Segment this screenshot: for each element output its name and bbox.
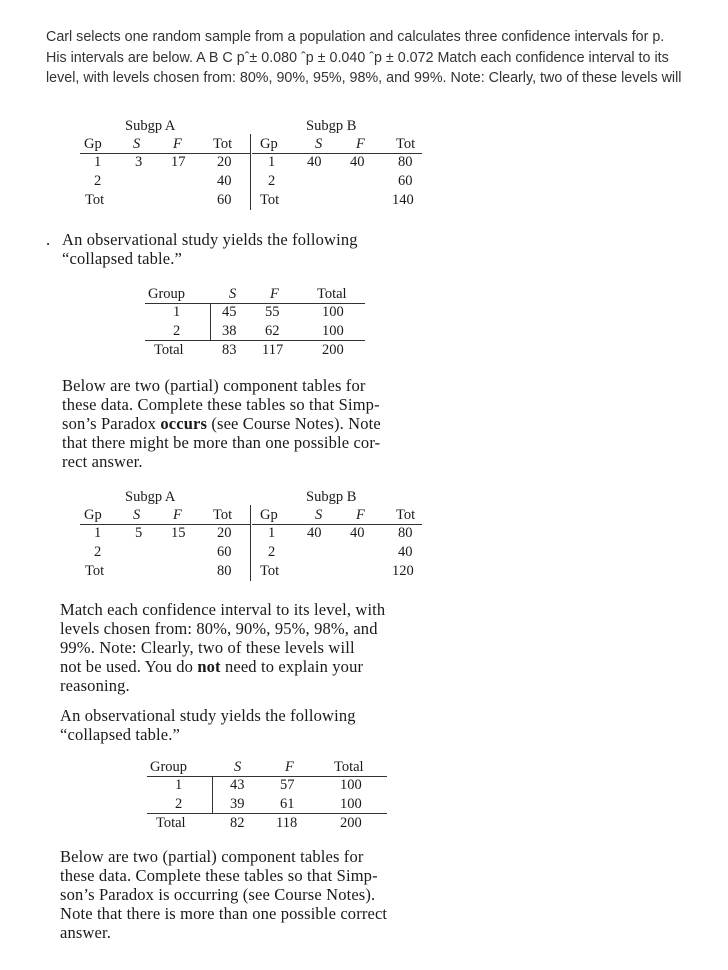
t1-b-r3-gp: Tot xyxy=(260,192,280,208)
t2-b-r2-tot: 40 xyxy=(398,544,413,560)
t2-header-s-b: S xyxy=(315,507,323,523)
t1-a-r1-s: 3 xyxy=(135,154,143,170)
c1-vertical-rule xyxy=(210,303,211,340)
table-divider xyxy=(250,134,251,210)
subgp-a-label: Subgp A xyxy=(125,118,176,134)
t2-header-rule-b xyxy=(252,524,422,525)
t1-b-r1-tot: 80 xyxy=(398,154,413,170)
c1-header-group: Group xyxy=(148,286,186,302)
t2-subgp-b-label: Subgp B xyxy=(306,489,357,505)
t2-a-r2-tot: 60 xyxy=(217,544,232,560)
para3-line5: reasoning. xyxy=(60,676,130,695)
c1-r1-total: 100 xyxy=(322,304,344,320)
header-s-b: S xyxy=(315,136,323,152)
header-rule-b xyxy=(252,153,422,154)
t1-a-r3-tot: 60 xyxy=(217,192,232,208)
c1-r2-f: 62 xyxy=(265,323,280,339)
t2-a-r3-gp: Tot xyxy=(85,563,105,579)
c2-r3-total: 200 xyxy=(340,815,362,831)
c2-r1-s: 43 xyxy=(230,777,245,793)
t1-a-r2-tot: 40 xyxy=(217,173,232,189)
para3-line4 xyxy=(60,657,363,676)
header-f-b: F xyxy=(356,136,365,152)
t2-header-f-a: F xyxy=(173,507,182,523)
c1-r1-s: 45 xyxy=(222,304,237,320)
para4-line2: “collapsed table.” xyxy=(60,725,180,744)
c2-r1-group: 1 xyxy=(175,777,183,793)
header-s-a: S xyxy=(133,136,141,152)
t2-header-f-b: F xyxy=(356,507,365,523)
t2-header-tot-b: Tot xyxy=(396,507,416,523)
c2-header-s: S xyxy=(234,759,242,775)
c1-r2-group: 2 xyxy=(173,323,181,339)
t2-a-r1-f: 15 xyxy=(171,525,186,541)
t2-a-r2-gp: 2 xyxy=(94,544,102,560)
t1-a-r1-gp: 1 xyxy=(94,154,102,170)
para3-line4-bold: not xyxy=(197,657,221,676)
para2-line3 xyxy=(62,414,381,433)
t2-b-r2-gp: 2 xyxy=(268,544,276,560)
t1-a-r2-gp: 2 xyxy=(94,173,102,189)
t1-a-r1-f: 17 xyxy=(171,154,186,170)
intro-paragraph: Carl selects one random sample from a population and calculates three confidence intervals for p. His intervals are below. A B C pˆ± 0.080 ˆp ± 0.040 ˆp ± 0.072 Match each confidence interval to its level, with levels chosen from: 80%, 90%, 95%, 98%, and 99%. Note: Clearly, two of these levels will xyxy=(46,29,682,86)
para2-line1: Below are two (partial) component tables for xyxy=(62,376,366,395)
para3-line4-post: need to explain your xyxy=(220,657,364,676)
c2-header-f: F xyxy=(285,759,294,775)
t1-b-r1-s: 40 xyxy=(307,154,322,170)
t2-b-r3-gp: Tot xyxy=(260,563,280,579)
c1-r2-s: 38 xyxy=(222,323,237,339)
c1-r3-f: 117 xyxy=(262,342,284,358)
bullet-dot: . xyxy=(46,230,51,249)
c1-r1-group: 1 xyxy=(173,304,181,320)
t2-b-r1-f: 40 xyxy=(350,525,365,541)
c1-r3-total: 200 xyxy=(322,342,344,358)
t2-b-r1-gp: 1 xyxy=(268,525,276,541)
para5-line5: answer. xyxy=(60,923,111,942)
header-gp-b: Gp xyxy=(260,136,278,152)
header-gp-a: Gp xyxy=(84,136,102,152)
c2-r1-total: 100 xyxy=(340,777,362,793)
c1-r2-total: 100 xyxy=(322,323,344,339)
para5-line3: son’s Paradox is occurring (see Course Notes). xyxy=(60,885,376,904)
c2-header-total: Total xyxy=(334,759,364,775)
c1-r1-f: 55 xyxy=(265,304,280,320)
para2-line4: that there might be more than one possible cor- xyxy=(62,433,381,452)
para3-line1: Match each confidence interval to its level, with xyxy=(60,600,386,619)
t1-a-r1-tot: 20 xyxy=(217,154,232,170)
c2-r2-s: 39 xyxy=(230,796,245,812)
t2-header-gp-b: Gp xyxy=(260,507,278,523)
c2-r3-s: 82 xyxy=(230,815,245,831)
t1-b-r2-gp: 2 xyxy=(268,173,276,189)
c1-header-s: S xyxy=(229,286,237,302)
t2-table-divider xyxy=(250,505,251,581)
c2-header-group: Group xyxy=(150,759,188,775)
c2-r2-total: 100 xyxy=(340,796,362,812)
c1-header-total: Total xyxy=(317,286,347,302)
t2-a-r3-tot: 80 xyxy=(217,563,232,579)
c2-r2-group: 2 xyxy=(175,796,183,812)
t2-b-r1-s: 40 xyxy=(307,525,322,541)
c2-r1-f: 57 xyxy=(280,777,295,793)
para5-line4: Note that there is more than one possible correct xyxy=(60,904,388,923)
t2-subgp-a-label: Subgp A xyxy=(125,489,176,505)
para1-line1: An observational study yields the following xyxy=(62,230,358,249)
t2-b-r1-tot: 80 xyxy=(398,525,413,541)
t1-b-r1-f: 40 xyxy=(350,154,365,170)
para3-line4-pre: not be used. You do xyxy=(60,657,198,676)
t2-a-r1-s: 5 xyxy=(135,525,143,541)
t1-a-r3-gp: Tot xyxy=(85,192,105,208)
t2-a-r1-tot: 20 xyxy=(217,525,232,541)
c2-r2-f: 61 xyxy=(280,796,295,812)
t2-header-s-a: S xyxy=(133,507,141,523)
para5-line2: these data. Complete these tables so that Simp- xyxy=(60,866,378,885)
c2-vertical-rule xyxy=(212,776,213,813)
t2-a-r1-gp: 1 xyxy=(94,525,102,541)
t2-header-gp-a: Gp xyxy=(84,507,102,523)
para1-line2: “collapsed table.” xyxy=(62,249,182,268)
header-tot-b: Tot xyxy=(396,136,416,152)
t1-b-r1-gp: 1 xyxy=(268,154,276,170)
c1-r3-group: Total xyxy=(154,342,184,358)
header-tot-a: Tot xyxy=(213,136,233,152)
para5-line1: Below are two (partial) component tables for xyxy=(60,847,364,866)
c1-header-f: F xyxy=(270,286,279,302)
para3-line3: 99%. Note: Clearly, two of these levels will xyxy=(60,638,355,657)
para2-line5: rect answer. xyxy=(62,452,143,471)
subgp-b-label: Subgp B xyxy=(306,118,357,134)
para2-line3-bold: occurs xyxy=(160,414,208,433)
c2-r3-f: 118 xyxy=(276,815,298,831)
c2-r3-group: Total xyxy=(156,815,186,831)
header-f-a: F xyxy=(173,136,182,152)
para2-line2: these data. Complete these tables so that Simp- xyxy=(62,395,380,414)
t2-b-r3-tot: 120 xyxy=(392,563,414,579)
c1-r3-s: 83 xyxy=(222,342,237,358)
t2-header-tot-a: Tot xyxy=(213,507,233,523)
para4-line1: An observational study yields the following xyxy=(60,706,356,725)
t1-b-r3-tot: 140 xyxy=(392,192,414,208)
para2-line3-pre: son’s Paradox xyxy=(62,414,161,433)
para2-line3-post: (see Course Notes). Note xyxy=(207,414,381,433)
t1-b-r2-tot: 60 xyxy=(398,173,413,189)
para3-line2: levels chosen from: 80%, 90%, 95%, 98%, and xyxy=(60,619,378,638)
